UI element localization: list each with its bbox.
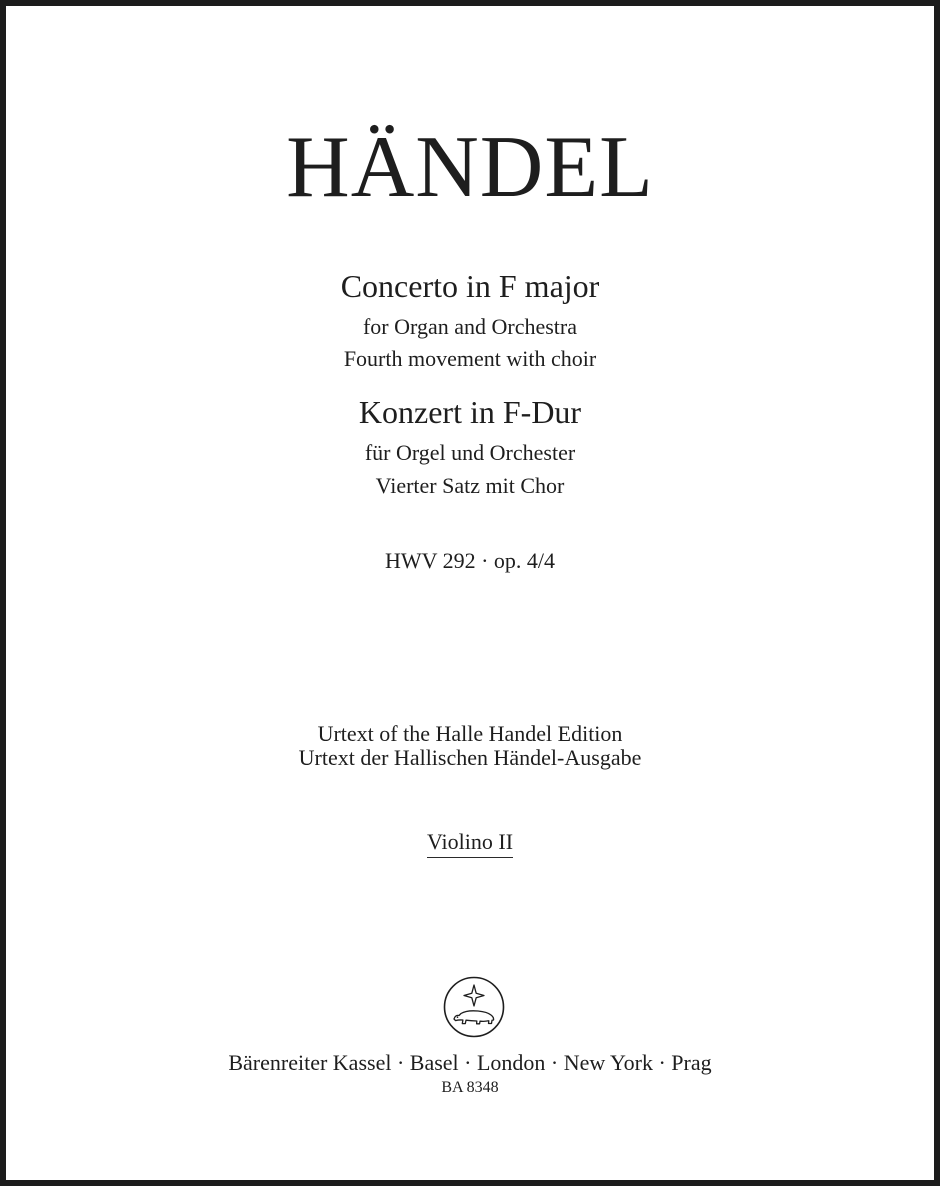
work-title-german: Konzert in F-Dur [358,394,582,430]
edition-note-english: Urtext of the Halle Handel Edition [317,721,623,746]
edition-note-german: Urtext der Hallischen Händel-Ausgabe [298,745,642,770]
work-title-english: Concerto in F major [340,268,600,304]
work-subtitle-english: for Organ and Orchestra [362,314,577,339]
catalog-designation: HWV 292 · op. 4/4 [384,548,556,573]
part-label-wrapper [0,828,940,858]
instrument-part-label: Violino II [427,828,513,858]
movement-note-german: Vierter Satz mit Chor [375,473,565,498]
movement-note-english: Fourth movement with choir [343,346,597,371]
star-bear-emblem-icon [442,975,506,1039]
publisher-imprint: Bärenreiter Kassel · Basel · London · New York · Prag [228,1050,712,1075]
work-subtitle-german: für Orgel und Orchester [364,440,576,465]
catalog-number: BA 8348 [441,1079,499,1096]
composer-name: HÄNDEL [286,119,654,216]
